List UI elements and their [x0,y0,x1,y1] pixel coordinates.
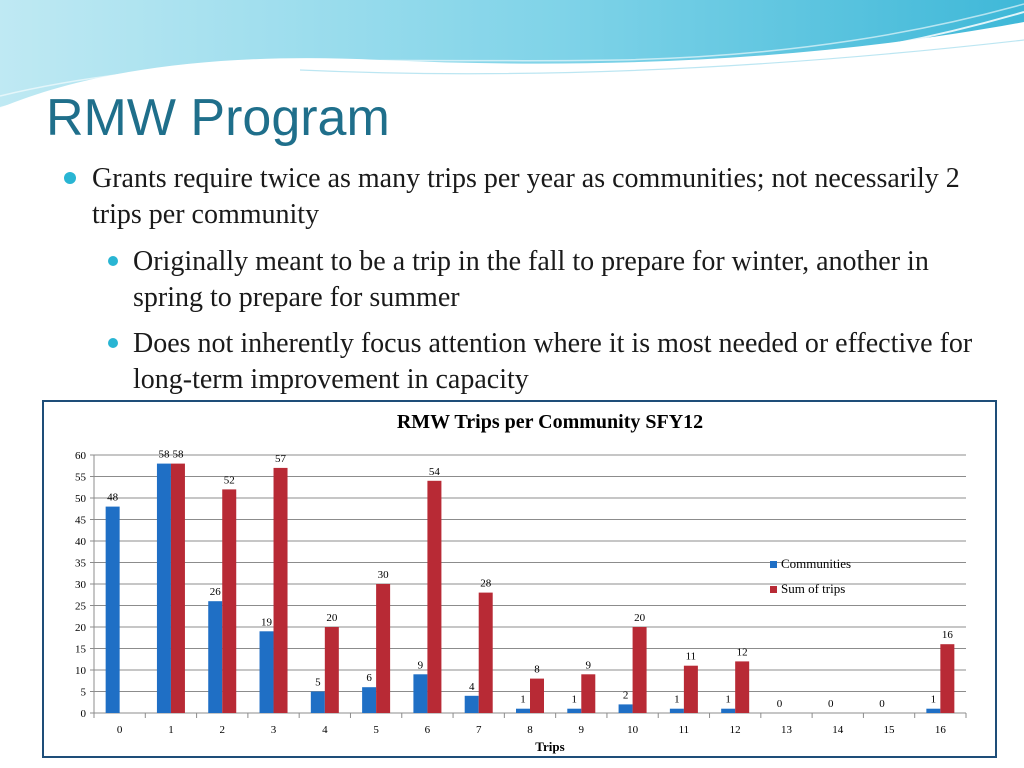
y-tick-label: 20 [75,622,86,634]
data-label-communities: 26 [209,586,221,599]
slide-title: RMW Program [46,89,390,147]
bar-communities [926,709,940,713]
data-label-communities: 1 [930,693,937,706]
bullet-text: Grants require twice as many trips per year as communities; not necessarily 2 trips per community [92,163,960,230]
data-label-communities: 19 [261,616,273,629]
data-label-sum-of-trips: 52 [223,474,235,487]
bar-sum-of-trips [479,593,493,713]
data-label-sum-of-trips: 58 [172,448,184,461]
data-label-sum-of-trips: 20 [326,612,338,624]
sub-bullet-dot [108,256,118,266]
bar-sum-of-trips [274,468,288,713]
data-label-sum-of-trips: 20 [634,612,646,624]
x-tick-label: 9 [578,724,585,736]
data-label-communities: 5 [315,676,321,689]
x-tick-label: 13 [780,724,792,736]
y-tick-label: 30 [75,579,86,591]
y-tick-label: 10 [75,665,86,677]
data-label-sum-of-trips: 8 [534,663,540,676]
data-label-sum-of-trips: 54 [428,465,440,478]
bar-communities [208,601,222,713]
y-tick-label: 45 [75,514,86,527]
bar-communities [567,709,581,713]
bar-communities [157,464,171,713]
bar-sum-of-trips [376,584,390,713]
bar-communities [516,709,530,713]
bar-communities [670,709,684,713]
x-tick-label: 3 [270,724,277,736]
bar-sum-of-trips [222,489,236,713]
bar-communities [465,696,479,713]
bar-communities [413,674,427,713]
bar-communities [260,631,274,713]
chart-container [42,400,997,758]
data-label-communities: 48 [107,491,119,504]
bullet-dot [64,172,76,184]
legend-label: Communities [781,556,852,571]
data-label-communities: 0 [828,698,834,710]
sub-bullet-text: Does not inherently focus attention where it is most needed or effective for long-term improvement in capacity [133,328,973,395]
x-tick-label: 8 [527,724,533,736]
data-label-sum-of-trips: 9 [585,659,592,672]
x-tick-label: 10 [627,724,639,736]
data-label-communities: 1 [725,693,731,706]
bar-sum-of-trips [171,464,185,713]
y-tick-label: 40 [75,536,86,548]
bar-sum-of-trips [530,679,544,713]
data-label-communities: 4 [468,680,475,693]
y-tick-label: 15 [75,643,86,656]
bar-sum-of-trips [325,627,339,713]
bar-chart [44,402,995,756]
x-tick-label: 12 [729,724,741,736]
bar-sum-of-trips [427,481,441,713]
x-tick-label: 15 [883,724,895,736]
sub-bullet-text: Originally meant to be a trip in the fall to prepare for winter, another in spring to prepare for summer [133,246,929,313]
data-label-communities: 6 [366,672,372,685]
x-tick-label: 5 [373,724,379,736]
x-tick-label: 7 [475,724,482,736]
bar-sum-of-trips [735,661,749,713]
data-label-sum-of-trips: 30 [377,569,389,581]
data-label-communities: 0 [776,698,783,710]
data-label-communities: 58 [158,448,170,461]
x-tick-label: 4 [322,724,328,736]
data-label-communities: 0 [879,698,885,710]
legend-label: Sum of trips [781,581,846,596]
bar-sum-of-trips [684,666,698,713]
data-label-sum-of-trips: 12 [736,646,748,659]
bar-communities [721,709,735,713]
data-label-sum-of-trips: 57 [275,452,287,465]
y-tick-label: 60 [75,450,86,462]
data-label-communities: 9 [417,659,424,672]
sub-bullet-dot [108,338,118,348]
y-tick-label: 25 [75,600,86,613]
legend-swatch [770,586,777,593]
x-tick-label: 11 [678,724,690,736]
y-tick-label: 0 [80,708,86,720]
bar-communities [311,692,325,714]
bar-communities [619,704,633,713]
bar-communities [106,507,120,713]
data-label-sum-of-trips: 16 [941,629,953,642]
data-label-communities: 1 [674,693,680,706]
x-tick-label: 16 [934,724,946,736]
y-tick-label: 50 [75,493,86,505]
x-axis-title: Trips [535,739,565,754]
bar-sum-of-trips [633,627,647,713]
x-tick-label: 0 [116,724,123,736]
chart-title: RMW Trips per Community SFY12 [396,411,704,433]
data-label-communities: 1 [520,693,526,706]
y-tick-label: 55 [75,471,86,484]
legend-swatch [770,561,777,568]
x-tick-label: 6 [424,724,431,736]
data-label-communities: 2 [622,689,629,702]
x-tick-label: 14 [832,724,844,736]
x-tick-label: 2 [219,724,225,736]
bar-communities [362,687,376,713]
bar-sum-of-trips [581,674,595,713]
x-tick-label: 1 [168,724,174,736]
data-label-sum-of-trips: 11 [685,650,697,663]
data-label-sum-of-trips: 28 [480,577,492,590]
y-tick-label: 35 [75,557,86,570]
y-tick-label: 5 [80,686,86,699]
bar-sum-of-trips [940,644,954,713]
data-label-communities: 1 [571,693,578,706]
